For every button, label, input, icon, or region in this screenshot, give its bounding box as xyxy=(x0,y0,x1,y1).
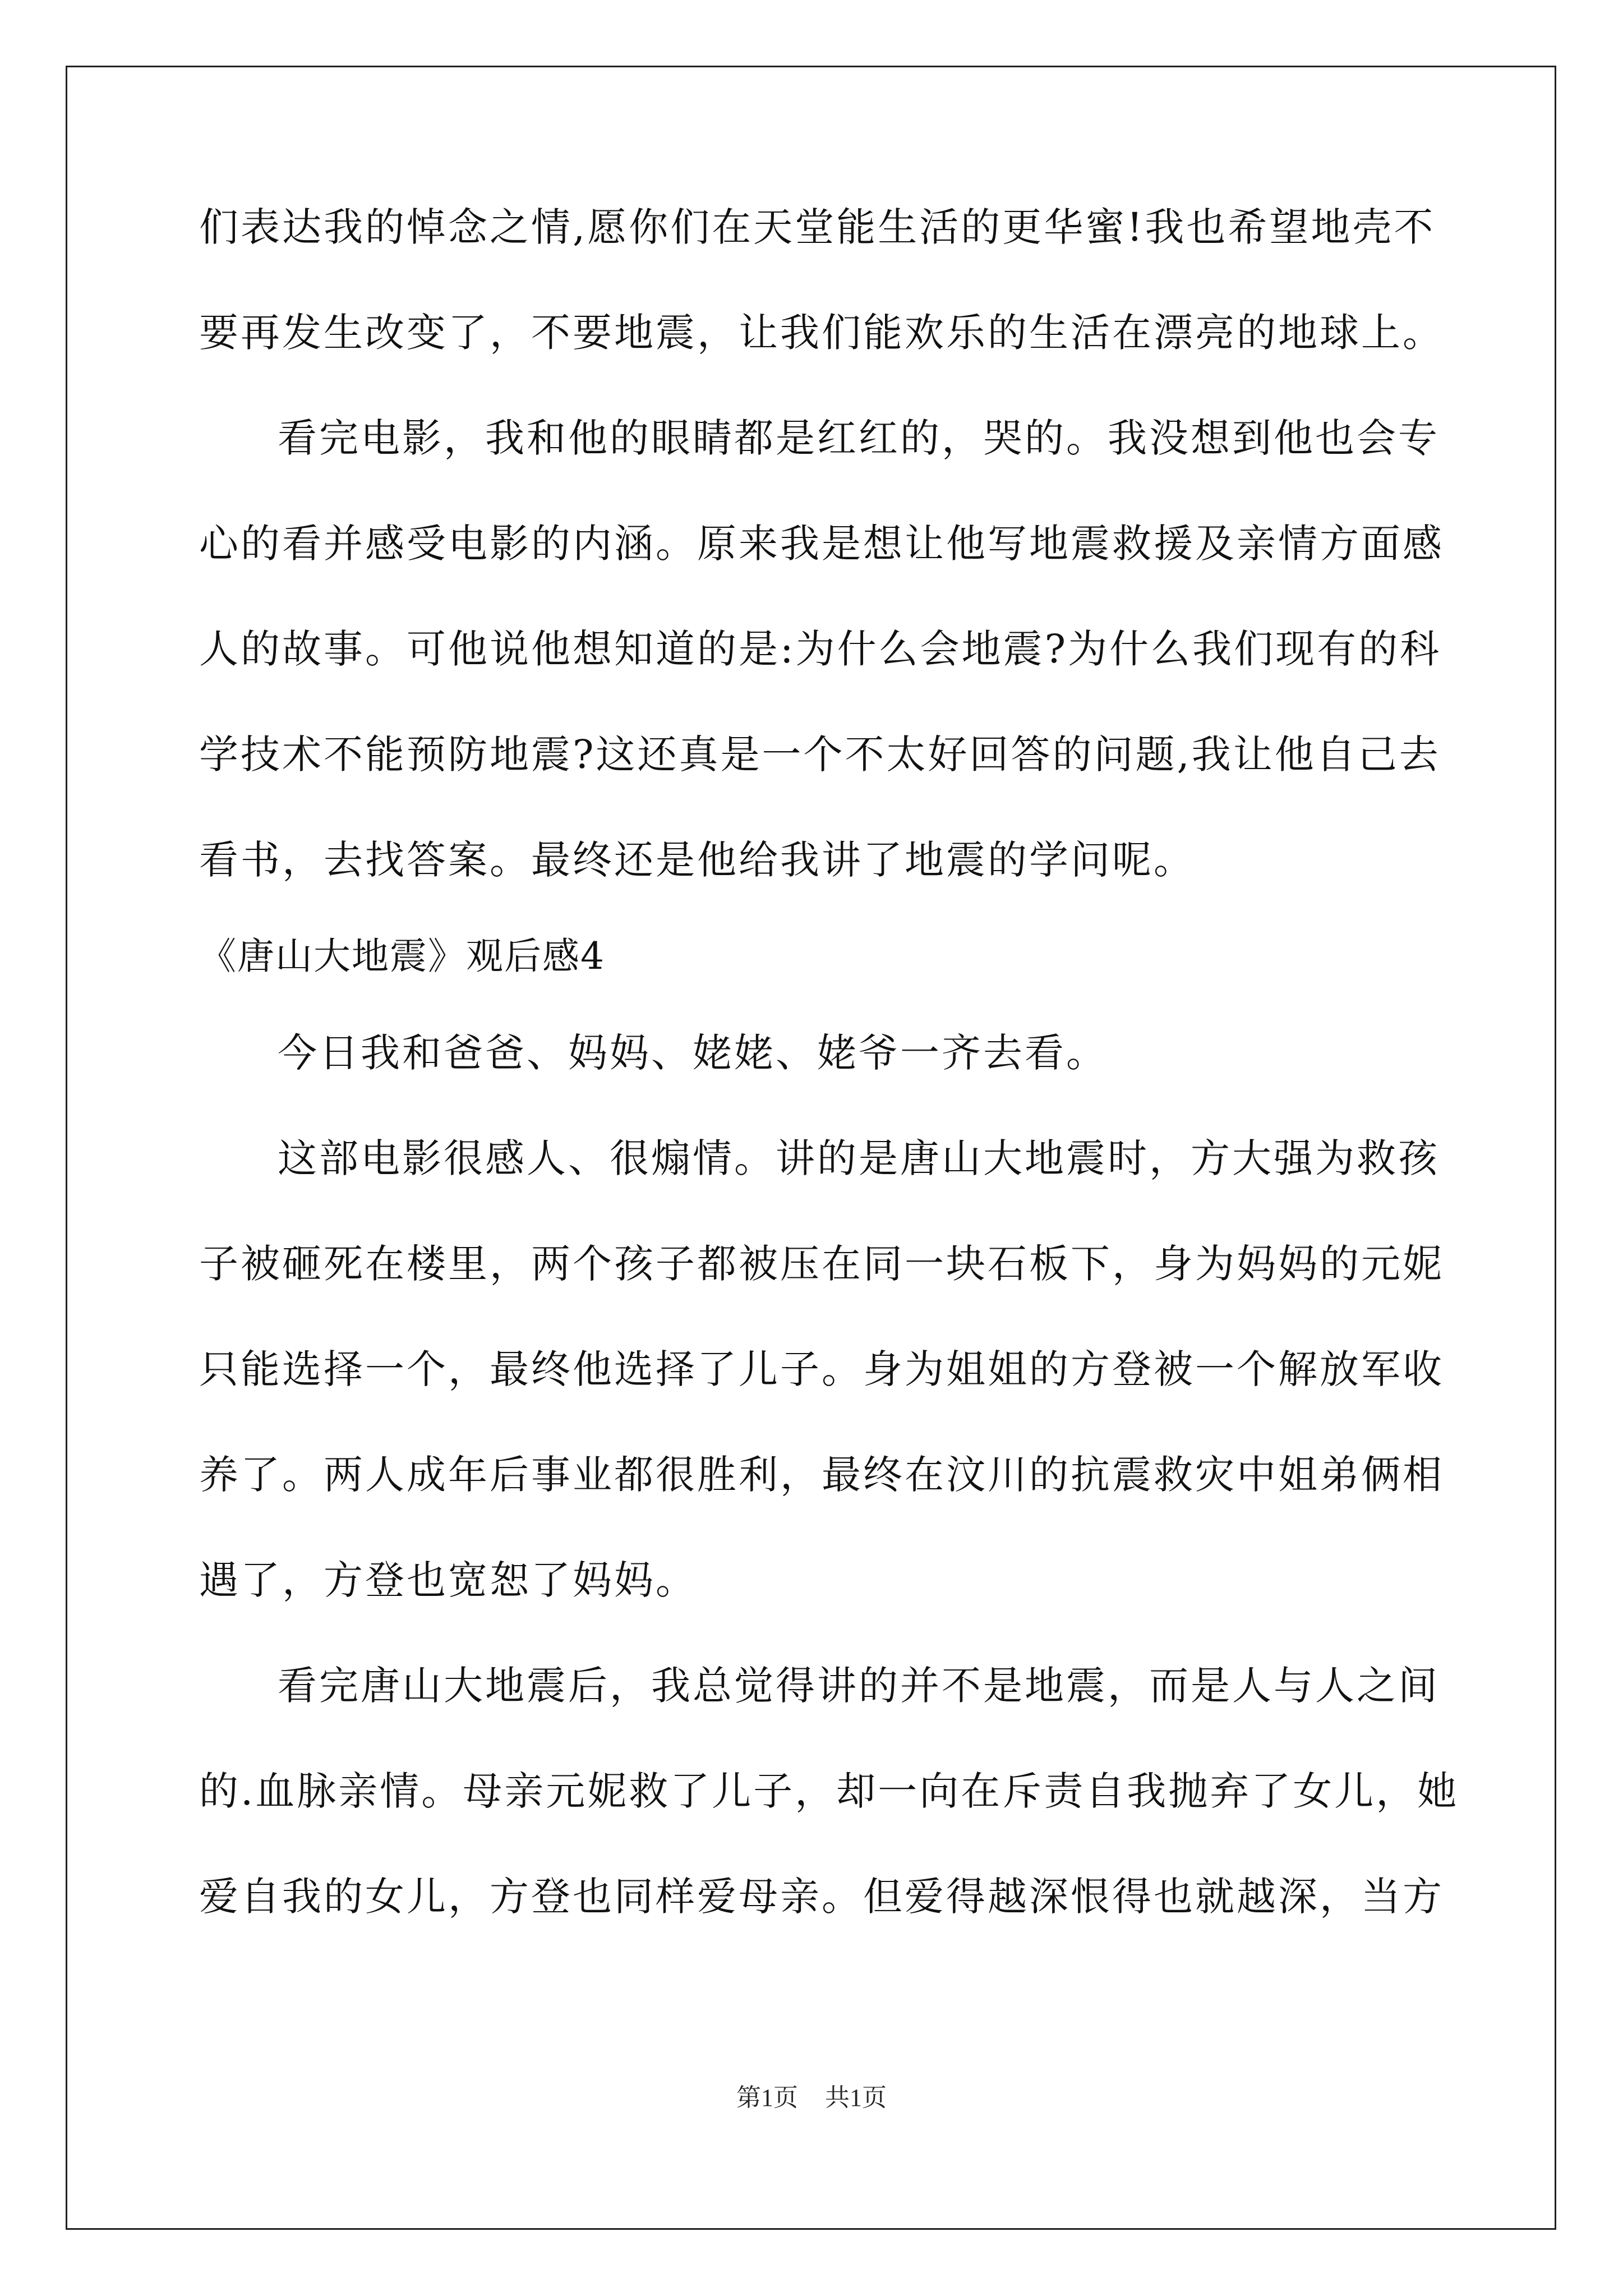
paragraph-line: 今日我和爸爸、妈妈、姥姥、姥爷一齐去看。 xyxy=(278,1030,1108,1076)
paragraph-line: 爱自我的女儿，方登也同样爱母亲。但爱得越深恨得也就越深，当方 xyxy=(199,1874,1444,1920)
page-total: 共1页 xyxy=(825,2084,887,2111)
paragraph-line: 心的看并感受电影的内涵。原来我是想让他写地震救援及亲情方面感 xyxy=(199,521,1444,567)
section-heading: 《唐山大地震》观后感4 xyxy=(199,935,605,978)
paragraph-line: 遇了，方登也宽恕了妈妈。 xyxy=(199,1557,697,1603)
page-footer xyxy=(0,2082,1623,2114)
paragraph-line: 要再发生改变了，不要地震，让我们能欢乐的生活在漂亮的地球上。 xyxy=(199,310,1444,356)
paragraph-line: 只能选择一个，最终他选择了儿子。身为姐姐的方登被一个解放军收 xyxy=(199,1346,1444,1392)
paragraph-line: 的.血脉亲情。母亲元妮救了儿子，却一向在斥责自我抛弃了女儿，她 xyxy=(199,1768,1459,1814)
paragraph-line: 看完唐山大地震后，我总觉得讲的并不是地震，而是人与人之间 xyxy=(278,1663,1440,1709)
paragraph-line: 这部电影很感人、很煽情。讲的是唐山大地震时，方大强为救孩 xyxy=(278,1135,1440,1181)
paragraph-line: 看完电影，我和他的眼睛都是红红的，哭的。我没想到他也会专 xyxy=(278,415,1440,461)
paragraph-line: 看书，去找答案。最终还是他给我讲了地震的学问呢。 xyxy=(199,837,1195,883)
paragraph-line: 学技术不能预防地震?这还真是一个不太好回答的问题,我让他自己去 xyxy=(199,731,1441,777)
paragraph-line: 们表达我的悼念之情,愿你们在天堂能生活的更华蜜!我也希望地壳不 xyxy=(199,204,1436,250)
paragraph-line: 子被砸死在楼里，两个孩子都被压在同一块石板下，身为妈妈的元妮 xyxy=(199,1241,1444,1287)
paragraph-line: 人的故事。可他说他想知道的是:为什么会地震?为什么我们现有的科 xyxy=(199,626,1442,672)
paragraph-line: 养了。两人成年后事业都很胜利，最终在汶川的抗震救灾中姐弟俩相 xyxy=(199,1452,1444,1498)
page-number: 第1页 xyxy=(736,2084,798,2111)
